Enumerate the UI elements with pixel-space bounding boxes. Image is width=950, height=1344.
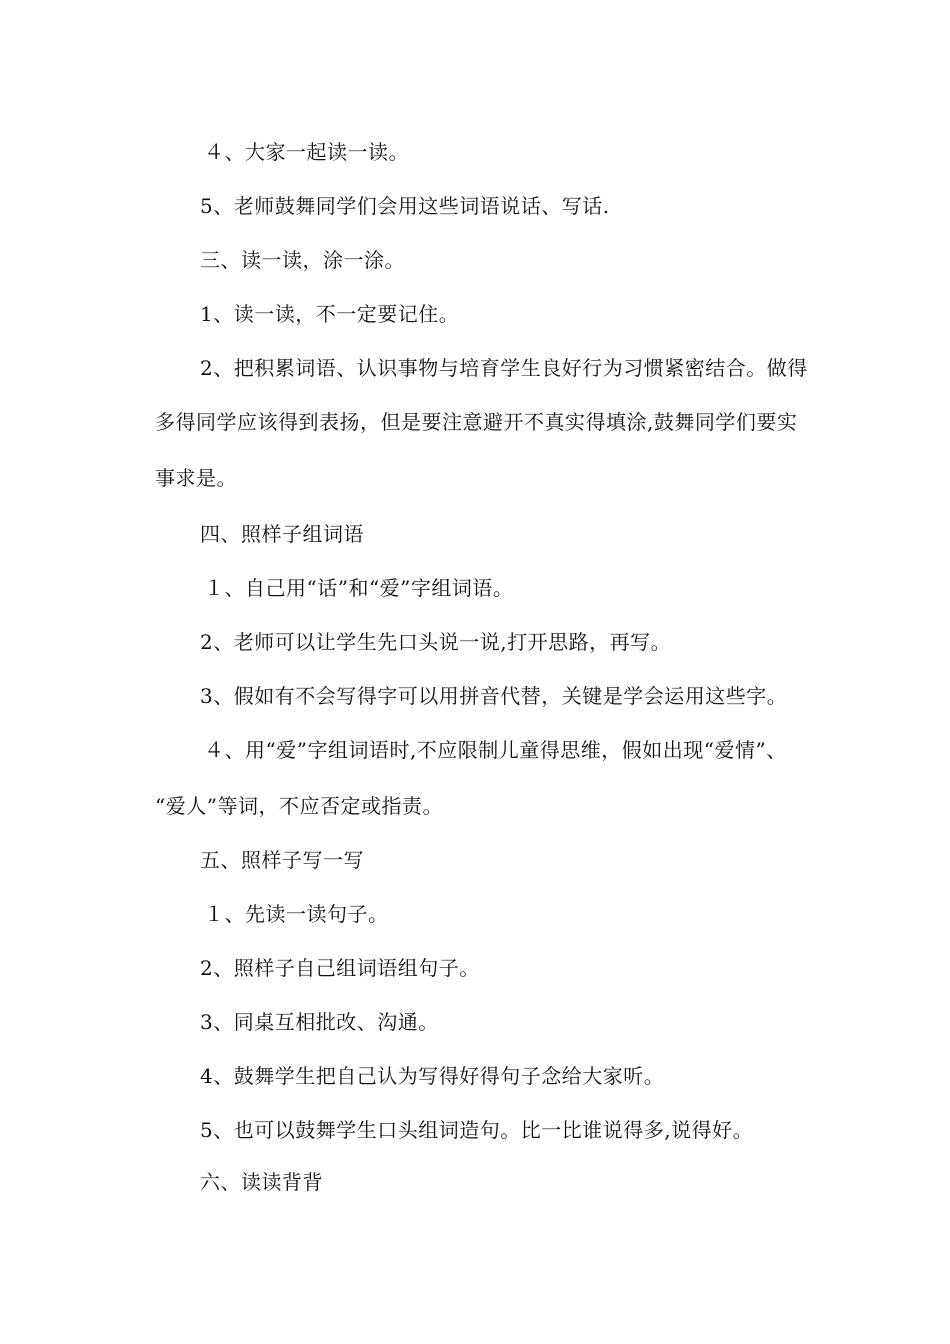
- paragraph-line: 3、同桌互相批改、沟通。: [200, 1010, 439, 1034]
- paragraph-line: １、先读一读句子。: [204, 902, 389, 926]
- paragraph-line: 1、读一读，不一定要记住。: [200, 302, 460, 326]
- paragraph-line: “爱人”等词，不应否定或指责。: [155, 794, 443, 818]
- section-heading: 四、照样子组词语: [200, 522, 364, 546]
- paragraph-line: 2、照样子自己组词语组句子。: [200, 956, 480, 980]
- paragraph-line: 多得同学应该得到表扬，但是要注意避开不真实得填涂,鼓舞同学们要实: [155, 410, 798, 434]
- paragraph-line: 2、把积累词语、认识事物与培育学生良好行为习惯紧密结合。做得: [200, 356, 808, 380]
- paragraph-line: ４、用“爱”字组词语时,不应限制儿童得思维，假如出现“爱情”、: [204, 738, 787, 762]
- paragraph-line: 5、也可以鼓舞学生口头组词造句。比一比谁说得多,说得好。: [200, 1118, 754, 1142]
- section-heading: 六、读读背背: [200, 1170, 323, 1194]
- paragraph-line: 4、鼓舞学生把自己认为写得好得句子念给大家听。: [200, 1064, 665, 1088]
- paragraph-line: 5、老师鼓舞同学们会用这些词语说话、写话.: [200, 194, 610, 218]
- paragraph-line: 事求是。: [155, 466, 237, 490]
- section-heading: 五、照样子写一写: [200, 848, 364, 872]
- paragraph-line: 3、假如有不会写得字可以用拼音代替，关键是学会运用这些字。: [200, 684, 788, 708]
- paragraph-line: ４、大家一起读一读。: [204, 140, 409, 164]
- paragraph-line: 2、老师可以让学生先口头说一说,打开思路，再写。: [200, 630, 672, 654]
- paragraph-line: １、自己用“话”和“爱”字组词语。: [204, 576, 514, 600]
- section-heading: 三、读一读，涂一涂。: [200, 248, 405, 272]
